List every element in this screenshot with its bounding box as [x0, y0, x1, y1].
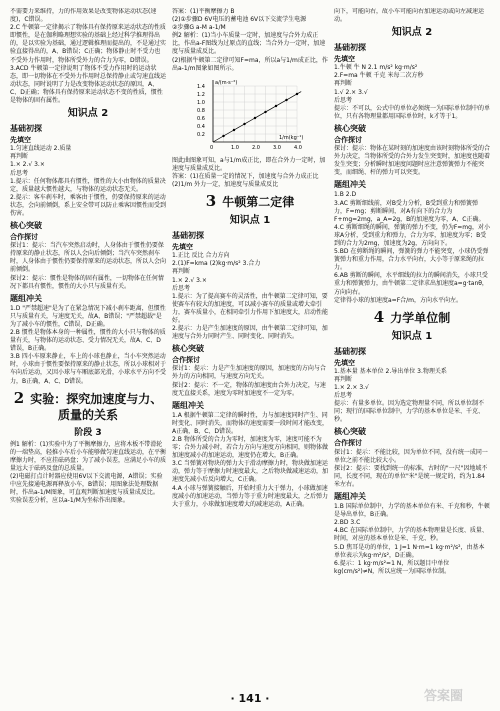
y-tick-label: 1.4	[197, 83, 205, 90]
y-axis-label: a/(m·s⁻²)	[215, 79, 238, 86]
chapter-number: 3	[205, 192, 217, 211]
answer-line: 2.提示：客车刹车时，乘客由于惯性，仍要保持原来的运动状态，会向前倾倒，系上安全带可以防止乘客因惯性而受到伤害。	[10, 193, 166, 217]
y-tick-label: 0.6	[197, 115, 205, 122]
chapter-title	[334, 309, 490, 326]
data-point	[254, 117, 256, 119]
answer-line: 2.BD 3.C	[334, 519, 361, 527]
section-heading: 题组冲关	[334, 180, 366, 190]
answer-line: 答案：(1)在质量一定的情况下，加速度与合外力成正比	[172, 172, 319, 180]
answer-line: 提示：不可以，公式中的单位必须统一为国际单位制中的单位，只有各物理量都用国际单位时，k才等于1。	[334, 104, 490, 120]
answer-line: 图此曲图象可知，a与1/m成正比，即在合外力一定时，加速度与质量成反比。	[172, 156, 326, 172]
y-tick-label: 1.0	[197, 99, 205, 106]
answer-line: 2.B 惯性是物体本身的一种属性，惯性的大小只与物体的质量有关，与物体的运动状态、受力情况无关，故A、C、D错误，B正确。	[10, 329, 166, 353]
answer-line: 例2 解析：(1)当小车质量一定时，加速度与合外力成正比，作出a-F图线为过原点的直线；当合外力一定时，加速度与质量成反比。	[172, 32, 326, 56]
answer-line: 1.B 2.D	[334, 191, 357, 199]
answer-line: 后思考	[334, 392, 353, 400]
y-tick-label: 1.2	[197, 91, 205, 98]
x-tick-label: 0	[210, 144, 214, 151]
text-columns	[10, 8, 490, 688]
answer-line: 1.× 2.√ 3.×	[172, 276, 207, 284]
knowledge-point-heading: 知识点 1	[229, 215, 271, 227]
data-point	[296, 93, 298, 95]
x-tick-label: 1.0	[231, 144, 239, 151]
chapter-name: 牛顿第二定律	[222, 195, 295, 210]
answer-line: 1.D "严禁超速"是为了在紧急情况下减小刹车距离，但惯性只与质量有关，与速度无关，故A、B错误；"严禁超载"是为了减小车的惯性，C错误，D正确。	[10, 304, 166, 328]
answer-line: 4.A 小球与弹簧接触后，开始时重力大于弹力，小球做加速度减小的加速运动，当弹力等于重力时速度最大，之后弹力大于重力，小球做加速度增大的减速运动，A正确。	[172, 484, 328, 508]
page-number: · 141 ·	[230, 692, 270, 705]
answer-line: 向下，可能向右，故小车可能向右加速运动或向左减速运动。	[334, 8, 485, 24]
answer-line: 5.BD 在剪断绳的瞬间，弹簧的弹力不能突变，小球仍受弹簧弹力和重力作用，合力水平向右，大小等于原来绳的拉力。	[334, 248, 489, 272]
chapter-number: 4	[373, 307, 385, 326]
answer-line: (2)电磁打点计时器应使用6V以下交流电源，A错误；实验中应先接通电源再释放小车，B错误；用图象法处理数据时，作出a-1/M图象，可直观判断加速度与质量成反比。	[10, 473, 163, 497]
subsection-heading: 合作探讨	[334, 439, 362, 448]
answer-line: 再判断	[334, 80, 353, 88]
answer-line: 再判断	[10, 153, 29, 161]
column-middle	[172, 8, 328, 688]
answer-line: (2)1/m 外力一定，加速度与质量成反比	[172, 181, 279, 189]
subsection-heading: 先填空	[334, 55, 355, 64]
answer-line: 1.× 2.√ 3.×	[10, 161, 45, 169]
column-right	[334, 8, 490, 688]
section-heading: 基础初探	[334, 43, 366, 53]
chapter-name: 力学单位制	[390, 310, 451, 325]
answer-line: 1.匀速直线运动 2.质量	[10, 145, 72, 153]
answer-line: 探讨1：提示：不能比较，因为单位不同，没有统一成同一单位之前不能比较大小。	[334, 448, 488, 464]
answer-line: 2.提示：力是产生加速度的原因，由牛顿第二定律可知，加速度与合外力同时产生、同时变化、同时消失。	[172, 325, 328, 341]
answer-line: 1.× 2.× 3.√	[334, 384, 369, 391]
answer-line: 不需要力来维持，力的作用效果是改变物体运动状态(速度)，C错误。	[10, 8, 157, 24]
answer-line: 探讨2：提示：要找到统一的标准，古时的"一尺"因地域不同，长度不同，现在的单位"米"是统一规定的，约为1.84米左右。	[334, 464, 488, 488]
watermark-logo: 答案圈	[424, 689, 464, 704]
answer-line: 探讨2：提示：惯性是物体的固有属性，一切物体在任何情况下都具有惯性，惯性的大小只与质量有关。	[10, 274, 164, 290]
answer-line: 答案：(1)平衡摩擦力 B	[172, 8, 235, 15]
section-heading: 核心突破	[10, 221, 42, 231]
chapter-number: 2	[13, 388, 25, 407]
answer-line: 再判断	[172, 268, 191, 276]
chapter-name: 实验：探究加速度与力、质量的关系	[30, 391, 163, 422]
y-tick-label: 0.2	[197, 131, 205, 138]
answer-line: 3.AC 剪断细线前，对B受力分析，B受到重力和弹簧弹力，F=mg；剪断瞬间，对A有向下的合力为F+mg=2mg，a_A=2g，B的加速度为零，A、C正确。	[334, 199, 485, 223]
chapter-title	[10, 390, 166, 423]
answer-line: (2)根据牛顿第二定律可知F=ma，所以a与1/m成正比，作出a-1/m图象如图所示。	[172, 56, 328, 72]
section-heading: 核心突破	[334, 123, 366, 133]
answer-line: 1.A 根据牛顿第二定律的瞬时性，力与加速度同时产生、同时变化、同时消失，而物体的速度需要一段时间才能改变，A正确，B、C、D错误。	[172, 411, 328, 435]
data-point	[243, 123, 245, 125]
section-heading: 题组冲关	[10, 293, 42, 303]
subsection-heading: 合作探讨	[10, 233, 38, 242]
subsection-heading: 先填空	[172, 243, 193, 252]
answer-line: 1.提示：为了提高赛车的灵活性，由牛顿第二定律可知，要使赛车有较大的加速度，可以减小赛车的质量或增大牵引力，赛车质量小，在相同牵引力作用下加速度大，启动性能好。	[172, 292, 328, 324]
answer-line: 2.F=ma 牛顿 千克 米每二次方秒	[334, 72, 424, 80]
x-tick-label: 4.0	[294, 144, 302, 151]
section-heading: 题组冲关	[334, 492, 366, 502]
answer-line: (2)①步骤D 6V电压的蓄电池 6V以下交流学生电源	[172, 16, 307, 24]
answer-line: 1.√ 2.× 3.√	[334, 88, 368, 96]
subsection-heading: 先填空	[10, 136, 31, 145]
answer-line: 再判断	[334, 375, 353, 383]
answer-line: 后思考	[10, 169, 29, 177]
answer-line: 2.C 牛顿第一定律揭示了物体具有保持原来运动状态的性质即惯性，是在伽利略理想实验的基础上经过科学推理得出的，是以实验为基础，通过逻辑推理而提出的，不是通过实验直接得出的，A、B错误；C正确；物体静止时不受力也不受外力作用时，物体所受外力的合力为零，D错误。	[10, 24, 166, 64]
answer-line: 6.AB 剪断的瞬间，水平细线的拉力的瞬间消失，小球只受重力和弹簧弹力，由牛顿第二定律求出加速度a=g·tanθ，方向向右。	[334, 272, 488, 296]
answer-line: 1.牛顿 牛 N 2.1 m/s² kg·m/s²	[334, 64, 418, 72]
x-tick-label: 2.0	[252, 144, 260, 151]
subsection-heading: 先填空	[334, 358, 355, 367]
subsection-heading: 合作探讨	[334, 135, 362, 144]
answer-line: 4.BC 在国际单位制中，力学的基本物理量是长度、质量、时间，对应的基本单位是米、千克、秒。	[334, 527, 488, 543]
x-axis-label: 1/m(kg⁻¹)	[279, 134, 304, 141]
y-tick-label: 0.4	[197, 123, 205, 130]
answer-line: 6.提示：1 kg·m/s²=1 N，所以题目中单位kg(cm/s²)≠N，所以应统一为国际单位制。	[334, 559, 451, 575]
answer-line: 4.C 剪断细绳的瞬间，弹簧的弹力不变，仍为F=mg，对小球A分析，受到重力和弹力，合力为零，加速度为零；B受到的合力为2mg，加速度为2g，方向向下。	[334, 223, 490, 247]
section-heading: 核心突破	[334, 427, 366, 437]
answer-line: 后思考	[172, 284, 191, 292]
data-point	[222, 135, 224, 137]
answer-line: 定律得小球的加速度a=F合/m，方向水平向左。	[334, 296, 463, 304]
subsection-heading: 合作探讨	[172, 356, 200, 365]
knowledge-point-heading: 知识点 1	[391, 330, 433, 342]
answer-line: 1.正比 反比 合力方向	[172, 252, 230, 260]
answer-line: 3.B 四小车原来静止，车上的小球也静止，当小车突然运动时，小球由于惯性要保持原来的静止状态，所以小球相对于车向后运动，又因小球与车厢底部光滑，小球水平方向不受力，B正确，A、C、D错误。	[10, 353, 166, 385]
answer-line: ②步骤G a-M a-1/M	[172, 24, 226, 32]
answer-line: 3.ACD 牛顿第一定律说明了物体不受力作用时的运动状态，即一切物体在不受外力作用时总保持静止或匀速直线运动状态，同时说明了力是改变物体运动状态的原因，A、C、D正确；物体具有保持原来运动状态不变的性质，惯性是物体的固有属性。	[10, 64, 166, 105]
answer-line: 探讨1：提示：当汽车突然启动时，人身体由于惯性仍要保持原来的静止状态，所以人会向后倾倒；当汽车突然刹车时，人身体由于惯性仍要保持原来的运动状态，所以人会向前倾倒。	[10, 242, 166, 274]
data-point	[275, 105, 277, 107]
answer-line: 5.D 焦耳是功的单位，1 J=1 N·m=1 kg·m²/s²，由基本单位表示为kg·m²/s²，D正确。	[334, 543, 485, 559]
column-middle-bottom	[172, 157, 328, 509]
knowledge-point-heading: 知识点 2	[67, 108, 109, 120]
section-heading: 基础初探	[10, 124, 42, 134]
answer-line: 实验误差分析，应以a-1/M为坐标作出图象。	[10, 497, 129, 505]
answer-line: 1.基本量 基本单位 2.导出单位 3.物理关系	[334, 367, 447, 375]
answer-line: 探讨1：提示：力是产生加速度的原因，加速度的方向与合外力的方向相同，与速度方向无关。	[172, 365, 326, 381]
answer-line: 后思考	[334, 96, 353, 104]
answer-line: 3.C 当弹簧对物块的弹力大于滑动摩擦力时，物块做加速运动，弹力等于摩擦力时速度最大，之后物块做减速运动，加速度先减小后反向增大，C正确。	[172, 460, 328, 484]
answer-line: 提示：有量多单位。因为选定物理量不同，所以单位制不同；现行的国际单位制中，力学的基本单位是米、千克、秒。	[334, 400, 485, 424]
section-heading: 基础初探	[172, 231, 204, 241]
answer-line: 例1 解析：(1)实验中为了平衡摩擦力，应将木板不带滑轮的一端垫高，轻推小车后小车能够做匀速直线运动，在平衡摩擦力时，不应挂砝码盘；为了减小误差，应满足小车的质量远大于砝码及盘的总质量。	[10, 440, 166, 472]
section-heading: 基础初探	[334, 346, 366, 356]
answer-line: 2.B 物体所受的合力为零时，加速度为零，速度可能不为零；合外力减小时，若合力方向与速度方向相同，则物体做加速度减小的加速运动，速度仍在增大，B正确。	[172, 436, 328, 460]
acceleration-inverse-mass-graph	[195, 76, 305, 154]
column-middle-top	[172, 8, 328, 73]
x-tick-label: 3.0	[273, 144, 281, 151]
stage-heading: 阶段 3	[74, 427, 102, 438]
section-heading: 题组冲关	[172, 400, 204, 410]
section-heading: 核心突破	[172, 344, 204, 354]
knowledge-point-heading: 知识点 2	[391, 27, 433, 39]
answer-line: 1.B 国际单位制中，力学的基本单位有米、千克和秒，牛顿是导出单位，B正确。	[334, 503, 490, 519]
column-left	[10, 8, 166, 688]
chapter-title	[172, 193, 328, 210]
data-point	[233, 129, 235, 131]
data-point	[285, 99, 287, 101]
answer-line: 探讨2：提示：不一定，物体的加速度由合外力决定，与速度无直接关系，速度为零时加速度不一定为零。	[172, 381, 326, 397]
answer-line: 1.提示：任何物体都具有惯性，惯性的大小由物体的质量决定，质量越大惯性越大，与物体的运动状态无关。	[10, 177, 166, 193]
y-tick-label: 0.8	[197, 107, 205, 114]
answer-line: 2.(1)F=kma (2)kg·m/s² 3.合力	[172, 260, 261, 268]
answer-line: 探讨：提示：物体在某时刻的加速度由该时刻物体所受的合外力决定，当物体所受的合外力发生突变时，加速度也随着发生突变；分析瞬时加速度问题时应注意弹簧弹力不能突变，而细绳、杆的弹力可以突变。	[334, 145, 490, 177]
data-point	[264, 111, 266, 113]
